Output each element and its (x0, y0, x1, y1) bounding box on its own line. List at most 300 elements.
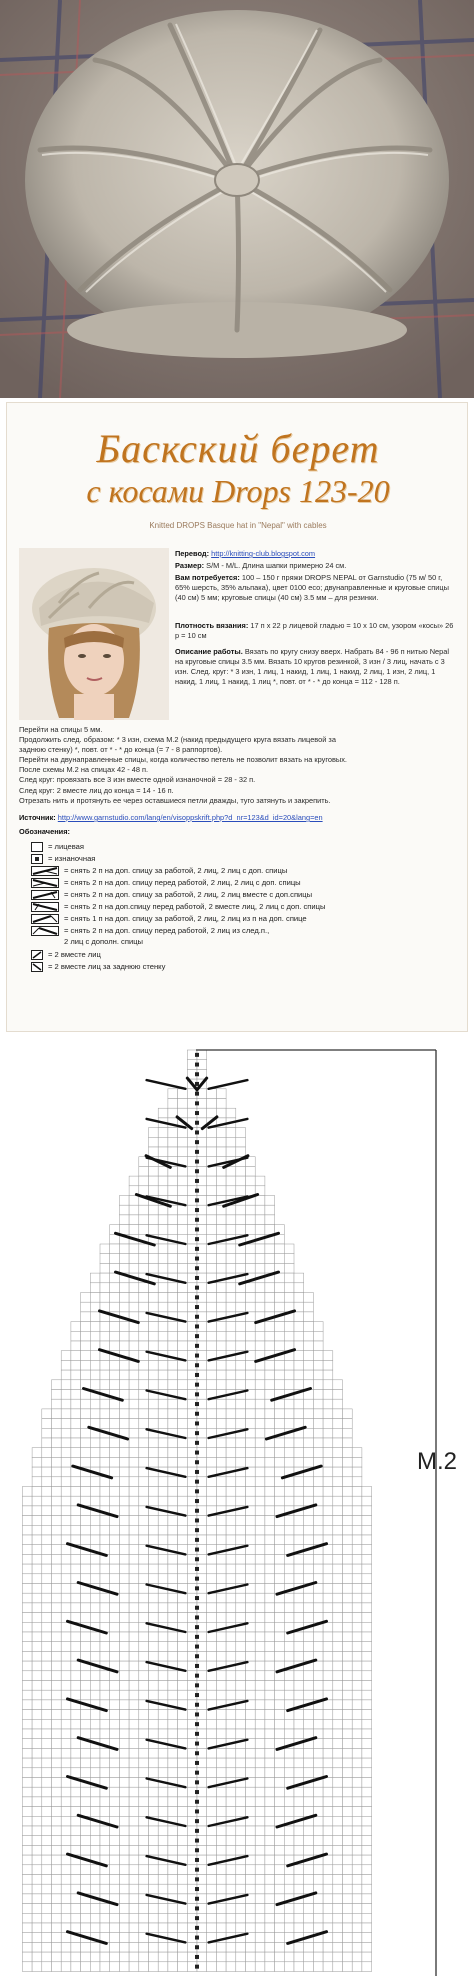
chart-cell (52, 1428, 62, 1438)
chart-cell (32, 1496, 42, 1506)
legend-cable-6-cont (64, 936, 143, 948)
chart-cell (255, 1438, 265, 1448)
chart-cell (61, 1448, 71, 1458)
chart-cell (158, 1457, 168, 1467)
chart-cell (139, 1516, 149, 1526)
chart-cell (313, 1952, 323, 1962)
chart-cell (216, 1690, 226, 1700)
chart-cell (90, 1681, 100, 1691)
purl-mark (195, 1218, 199, 1222)
chart-cell (343, 1506, 353, 1516)
chart-cell (313, 1690, 323, 1700)
chart-cell (343, 1438, 353, 1448)
chart-cell (207, 1166, 217, 1176)
chart-cell (129, 1487, 139, 1497)
chart-cell (119, 1768, 129, 1778)
chart-cell (42, 1525, 52, 1535)
chart-cell (42, 1419, 52, 1429)
chart-cell (304, 1671, 314, 1681)
chart-cell (178, 1768, 188, 1778)
chart-cell (90, 1351, 100, 1361)
chart-cell (32, 1457, 42, 1467)
chart-cell (323, 1622, 333, 1632)
chart-cell (81, 1370, 91, 1380)
chart-cell (129, 1574, 139, 1584)
chart-cell (246, 1244, 256, 1254)
chart-cell (333, 1913, 343, 1923)
chart-cell (323, 1681, 333, 1691)
chart-cell (71, 1962, 81, 1972)
chart-cell (149, 1768, 159, 1778)
chart-cell (129, 1545, 139, 1555)
chart-cell (100, 1671, 110, 1681)
chart-cell (255, 1341, 265, 1351)
chart-cell (275, 1273, 285, 1283)
chart-cell (110, 1807, 120, 1817)
chart-cell (110, 1564, 120, 1574)
source-link[interactable]: http://www.garnstudio.com/lang/en/visoppskrift.php?d_nr=123&d_id=20&lang=en (57, 813, 323, 822)
chart-cell (71, 1894, 81, 1904)
chart-cell (362, 1554, 372, 1564)
chart-cell (129, 1845, 139, 1855)
chart-cell (304, 1642, 314, 1652)
chart-cell (178, 1448, 188, 1458)
chart-cell (265, 1778, 275, 1788)
chart-cell (178, 1564, 188, 1574)
chart-cell (207, 1671, 217, 1681)
chart-cell (71, 1816, 81, 1826)
chart-cell (216, 1448, 226, 1458)
chart-cell (178, 1331, 188, 1341)
chart-cell (284, 1370, 294, 1380)
chart-cell (216, 1875, 226, 1885)
chart-cell (139, 1554, 149, 1564)
chart-cell (275, 1457, 285, 1467)
chart-cell (158, 1360, 168, 1370)
chart-cell (265, 1254, 275, 1264)
chart-cell (129, 1661, 139, 1671)
chart-cell (207, 1642, 217, 1652)
chart-cell (246, 1477, 256, 1487)
chart-cell (119, 1816, 129, 1826)
chart-cell (71, 1564, 81, 1574)
chart-cell (139, 1681, 149, 1691)
chart-cell (52, 1535, 62, 1545)
purl-mark (195, 1674, 199, 1678)
chart-cell (304, 1719, 314, 1729)
chart-cell (149, 1225, 159, 1235)
chart-cell (294, 1923, 304, 1933)
chart-cell (71, 1593, 81, 1603)
chart-cell (216, 1748, 226, 1758)
chart-cell (139, 1913, 149, 1923)
chart-cell (178, 1293, 188, 1303)
chart-cell (119, 1613, 129, 1623)
chart-cell (129, 1380, 139, 1390)
chart-cell (216, 1845, 226, 1855)
chart-cell (255, 1380, 265, 1390)
chart-cell (255, 1254, 265, 1264)
chart-cell (343, 1913, 353, 1923)
chart-cell (52, 1845, 62, 1855)
chart-cell (304, 1729, 314, 1739)
chart-cell (294, 1962, 304, 1972)
chart-cell (333, 1632, 343, 1642)
chart-cell (149, 1962, 159, 1972)
chart-cell (304, 1370, 314, 1380)
chart-cell (216, 1904, 226, 1914)
chart-cell (52, 1457, 62, 1467)
chart-cell (255, 1584, 265, 1594)
chart-cell (362, 1671, 372, 1681)
cable-stroke (209, 1080, 248, 1089)
chart-cell (255, 1710, 265, 1720)
chart-cell (275, 1807, 285, 1817)
chart-cell (226, 1564, 236, 1574)
chart-cell (323, 1807, 333, 1817)
chart-cell (265, 1516, 275, 1526)
chart-cell (22, 1855, 32, 1865)
chart-cell (71, 1865, 81, 1875)
chart-cell (129, 1409, 139, 1419)
chart-cell (61, 1875, 71, 1885)
chart-cell (61, 1584, 71, 1594)
chart-cell (110, 1768, 120, 1778)
chart-cell (226, 1875, 236, 1885)
chart-cell (22, 1690, 32, 1700)
chart-cell (352, 1671, 362, 1681)
chart-cell (323, 1428, 333, 1438)
chart-cell (81, 1952, 91, 1962)
chart-cell (22, 1506, 32, 1516)
chart-cell (265, 1748, 275, 1758)
chart-cell (352, 1690, 362, 1700)
translation-link[interactable]: http://knitting-club.blogspot.com (211, 549, 316, 558)
chart-cell (313, 1913, 323, 1923)
chart-cell (32, 1593, 42, 1603)
chart-cell (90, 1399, 100, 1409)
chart-cell (333, 1768, 343, 1778)
chart-cell (246, 1564, 256, 1574)
purl-mark (195, 1451, 199, 1455)
chart-cell (100, 1457, 110, 1467)
chart-cell (149, 1147, 159, 1157)
chart-cell (22, 1681, 32, 1691)
chart-cell (216, 1923, 226, 1933)
chart-cell (100, 1690, 110, 1700)
chart-cell (246, 1875, 256, 1885)
chart-cell (149, 1807, 159, 1817)
chart-cell (236, 1748, 246, 1758)
chart-cell (22, 1613, 32, 1623)
chart-cell (275, 1778, 285, 1788)
chart-cell (323, 1525, 333, 1535)
chart-cell (168, 1438, 178, 1448)
chart-cell (284, 1496, 294, 1506)
chart-cell (158, 1477, 168, 1487)
chart-cell (149, 1254, 159, 1264)
chart-cell (236, 1807, 246, 1817)
chart-cell (119, 1244, 129, 1254)
chart-cell (139, 1399, 149, 1409)
chart-cell (226, 1283, 236, 1293)
chart-cell (236, 1380, 246, 1390)
chart-cell (110, 1913, 120, 1923)
chart-cell (119, 1739, 129, 1749)
chart-cell (265, 1196, 275, 1206)
chart-cell (343, 1525, 353, 1535)
chart-cell (32, 1904, 42, 1914)
chart-cell (178, 1942, 188, 1952)
chart-cell (275, 1622, 285, 1632)
chart-cell (236, 1884, 246, 1894)
chart-cell (323, 1778, 333, 1788)
chart-cell (352, 1496, 362, 1506)
chart-cell (90, 1293, 100, 1303)
chart-cell (42, 1797, 52, 1807)
chart-cell (226, 1409, 236, 1419)
chart-cell (265, 1923, 275, 1933)
chart-cell (42, 1661, 52, 1671)
chart-cell (52, 1419, 62, 1429)
chart-cell (362, 1826, 372, 1836)
chart-cell (275, 1719, 285, 1729)
chart-cell (110, 1729, 120, 1739)
chart-cell (100, 1360, 110, 1370)
chart-cell (119, 1671, 129, 1681)
chart-cell (168, 1176, 178, 1186)
chart-cell (323, 1448, 333, 1458)
chart-cell (149, 1710, 159, 1720)
chart-cell (119, 1681, 129, 1691)
chart-cell (52, 1933, 62, 1943)
chart-cell (246, 1632, 256, 1642)
chart-cell (110, 1419, 120, 1429)
chart-cell (90, 1671, 100, 1681)
chart-cell (81, 1428, 91, 1438)
chart-cell (294, 1719, 304, 1729)
chart-cell (32, 1545, 42, 1555)
chart-cell (226, 1593, 236, 1603)
chart-cell (32, 1758, 42, 1768)
chart-cell (352, 1952, 362, 1962)
chart-cell (236, 1331, 246, 1341)
legend-cable-5 (31, 913, 307, 925)
chart-cell (333, 1748, 343, 1758)
chart-cell (216, 1651, 226, 1661)
chart-cell (323, 1797, 333, 1807)
chart-cell (52, 1913, 62, 1923)
chart-cell (110, 1554, 120, 1564)
chart-cell (255, 1574, 265, 1584)
chart-cell (158, 1865, 168, 1875)
chart-cell (275, 1370, 285, 1380)
chart-cell (323, 1826, 333, 1836)
subtitle: Knitted DROPS Basque hat in "Nepal" with cables (149, 521, 327, 530)
chart-cell (149, 1137, 159, 1147)
chart-cell (110, 1845, 120, 1855)
chart-cell (216, 1176, 226, 1186)
chart-cell (178, 1380, 188, 1390)
chart-cell (352, 1584, 362, 1594)
chart-cell (149, 1884, 159, 1894)
chart-cell (61, 1438, 71, 1448)
chart-cell (352, 1632, 362, 1642)
chart-cell (275, 1244, 285, 1254)
chart-cell (168, 1952, 178, 1962)
chart-cell (343, 1816, 353, 1826)
chart-cell (90, 1360, 100, 1370)
chart-cell (236, 1962, 246, 1972)
chart-cell (313, 1487, 323, 1497)
chart-cell (255, 1496, 265, 1506)
chart-cell (352, 1448, 362, 1458)
chart-cell (22, 1622, 32, 1632)
chart-cell (236, 1477, 246, 1487)
chart-cell (343, 1457, 353, 1467)
chart-cell (110, 1836, 120, 1846)
chart-cell (255, 1748, 265, 1758)
chart-cell (343, 1836, 353, 1846)
chart-cell (246, 1535, 256, 1545)
chart-cell (61, 1409, 71, 1419)
purl-mark (195, 1111, 199, 1115)
chart-cell (158, 1341, 168, 1351)
chart-cell (343, 1787, 353, 1797)
purl-mark (195, 1392, 199, 1396)
chart-cell (81, 1748, 91, 1758)
chart-cell (284, 1807, 294, 1817)
chart-cell (32, 1477, 42, 1487)
chart-cell (32, 1845, 42, 1855)
chart-cell (352, 1758, 362, 1768)
chart-cell (149, 1341, 159, 1351)
cable-back-dec-icon (31, 890, 59, 900)
chart-cell (265, 1360, 275, 1370)
chart-cell (246, 1748, 256, 1758)
purl-mark (195, 1722, 199, 1726)
chart-cell (333, 1477, 343, 1487)
chart-cell (333, 1419, 343, 1429)
chart-cell (52, 1593, 62, 1603)
chart-cell (129, 1341, 139, 1351)
chart-cell (119, 1331, 129, 1341)
chart-cell (207, 1826, 217, 1836)
chart-cell (22, 1564, 32, 1574)
chart-cell (216, 1807, 226, 1817)
chart-cell (246, 1215, 256, 1225)
chart-cell (149, 1787, 159, 1797)
chart-cell (129, 1681, 139, 1691)
purl-mark (195, 1189, 199, 1193)
chart-cell (119, 1865, 129, 1875)
chart-cell (255, 1302, 265, 1312)
chart-cell (207, 1215, 217, 1225)
chart-cell (90, 1826, 100, 1836)
chart-cell (275, 1875, 285, 1885)
chart-cell (352, 1748, 362, 1758)
chart-cell (207, 1564, 217, 1574)
purl-mark (195, 1761, 199, 1765)
chart-cell (119, 1487, 129, 1497)
chart-cell (333, 1719, 343, 1729)
chart-cell (304, 1748, 314, 1758)
chart-cell (119, 1215, 129, 1225)
chart-cell (284, 1419, 294, 1429)
chart-cell (119, 1729, 129, 1739)
chart-cell (255, 1593, 265, 1603)
chart-cell (313, 1428, 323, 1438)
chart-cell (284, 1603, 294, 1613)
chart-cell (22, 1884, 32, 1894)
chart-cell (149, 1593, 159, 1603)
chart-cell (352, 1836, 362, 1846)
chart-cell (119, 1797, 129, 1807)
chart-cell (246, 1331, 256, 1341)
chart-cell (61, 1360, 71, 1370)
chart-cell (81, 1516, 91, 1526)
chart-cell (226, 1225, 236, 1235)
chart-cell (216, 1496, 226, 1506)
chart-cell (226, 1826, 236, 1836)
chart-cell (313, 1904, 323, 1914)
chart-cell (207, 1603, 217, 1613)
chart-cell (304, 1312, 314, 1322)
chart-cell (294, 1312, 304, 1322)
chart-cell (236, 1952, 246, 1962)
chart-cell (246, 1690, 256, 1700)
chart-cell (362, 1855, 372, 1865)
chart-cell (71, 1826, 81, 1836)
chart-cell (119, 1651, 129, 1661)
gauge-text: 17 п x 22 р лицевой гладью = 10 x 10 см, узором «косы» 26 р = 10 см (175, 621, 454, 641)
chart-cell (119, 1390, 129, 1400)
chart-cell (42, 1642, 52, 1652)
chart-cell (343, 1962, 353, 1972)
chart-cell (304, 1341, 314, 1351)
chart-cell (71, 1942, 81, 1952)
chart-cell (149, 1215, 159, 1225)
chart-cell (100, 1322, 110, 1332)
chart-cell (110, 1855, 120, 1865)
chart-cell (294, 1797, 304, 1807)
chart-cell (265, 1457, 275, 1467)
chart-cell (42, 1913, 52, 1923)
chart-cell (236, 1360, 246, 1370)
chart-cell (333, 1865, 343, 1875)
chart-cell (333, 1787, 343, 1797)
chart-cell (52, 1613, 62, 1623)
chart-cell (304, 1535, 314, 1545)
chart-cell (81, 1768, 91, 1778)
chart-cell (323, 1370, 333, 1380)
chart-cell (158, 1263, 168, 1273)
chart-cell (207, 1496, 217, 1506)
chart-cell (100, 1768, 110, 1778)
chart-cell (343, 1933, 353, 1943)
chart-cell (323, 1739, 333, 1749)
chart-cell (32, 1613, 42, 1623)
chart-cell (119, 1535, 129, 1545)
chart-cell (236, 1729, 246, 1739)
chart-cell (119, 1807, 129, 1817)
chart-cell (294, 1477, 304, 1487)
chart-cell (313, 1923, 323, 1933)
chart-cell (149, 1525, 159, 1535)
chart-cell (207, 1302, 217, 1312)
chart-cell (304, 1787, 314, 1797)
chart-cell (333, 1739, 343, 1749)
